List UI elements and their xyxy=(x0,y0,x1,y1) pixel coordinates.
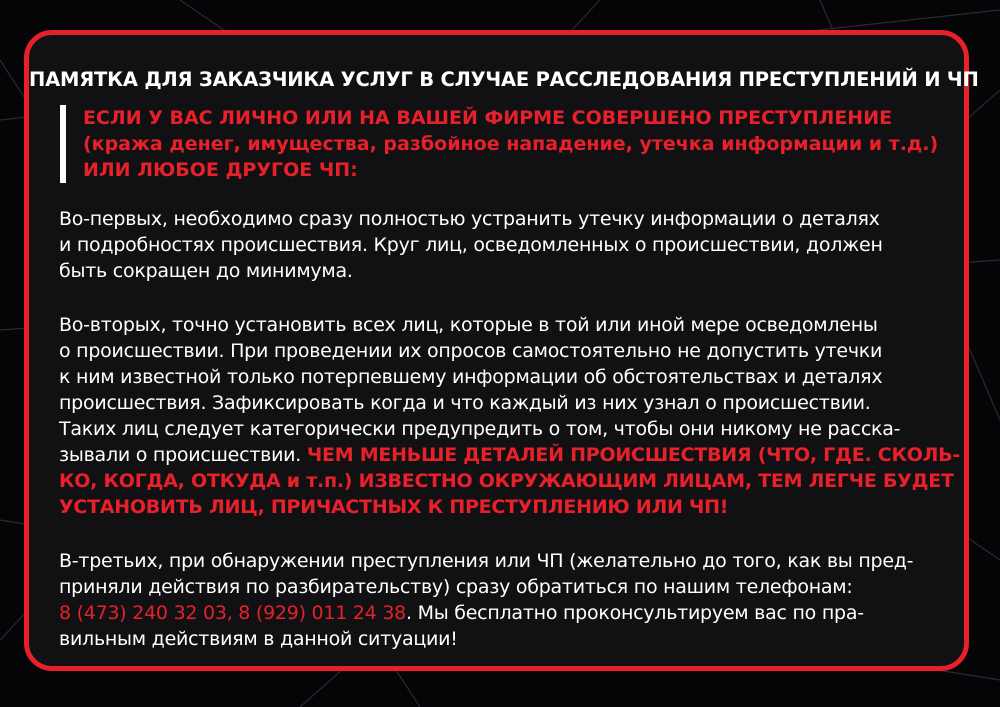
text-line: вильным действиям в данной ситуации! xyxy=(59,628,458,650)
warning-text: ЧЕМ МЕНЬШЕ ДЕТАЛЕЙ ПРОИСШЕСТВИЯ (ЧТО, ГДЕ. СКОЛЬ- xyxy=(306,444,961,466)
paragraph-second xyxy=(59,312,964,520)
paragraph-third xyxy=(59,548,964,652)
callout-line-1: ЕСЛИ У ВАС ЛИЧНО ИЛИ НА ВАШЕЙ ФИРМЕ СОВЕРШЕНО ПРЕСТУПЛЕНИЕ xyxy=(83,107,893,129)
text-line: происшествия. Зафиксировать когда и что каждый из них узнал о происшествии. xyxy=(59,392,871,414)
text-line xyxy=(59,600,964,626)
warning-text: УСТАНОВИТЬ ЛИЦ, ПРИЧАСТНЫХ К ПРЕСТУПЛЕНИЮ ИЛИ ЧП! xyxy=(59,496,729,518)
text-line: Таких лиц следует категорически предупредить о том, чтобы они никому не расска- xyxy=(59,418,901,440)
callout-line-3: ИЛИ ЛЮБОЕ ДРУГОЕ ЧП: xyxy=(83,159,358,181)
text-line xyxy=(59,442,964,468)
callout-line-2: (кража денег, имущества, разбойное нападение, утечка информации и т.д.) xyxy=(83,133,939,155)
text-line: быть сокращен до минимума. xyxy=(59,260,353,282)
text-plain: . Мы бесплатно проконсультируем вас по пра- xyxy=(406,602,864,624)
text-line: о происшествии. При проведении их опросов самостоятельно не допустить утечки xyxy=(59,340,883,362)
paragraph-first xyxy=(59,206,964,284)
warning-text: КО, КОГДА, ОТКУДА и т.п.) ИЗВЕСТНО ОКРУЖАЮЩИМ ЛИЦАМ, ТЕМ ЛЕГЧЕ БУДЕТ xyxy=(59,470,954,492)
memo-card xyxy=(24,30,979,671)
page-title: ПАМЯТКА ДЛЯ ЗАКАЗЧИКА УСЛУГ В СЛУЧАЕ РАССЛЕДОВАНИЯ ПРЕСТУПЛЕНИЙ И ЧП xyxy=(29,68,979,91)
crime-callout xyxy=(60,105,938,183)
phone-numbers[interactable]: 8 (473) 240 32 03, 8 (929) 011 24 38 xyxy=(59,602,406,624)
text-line: к ним известной только потерпевшему информации об обстоятельствах и деталях xyxy=(59,366,883,388)
text-line: В-третьих, при обнаружении преступления или ЧП (желательно до того, как вы пред- xyxy=(59,550,914,572)
text-line: приняли действия по разбирательству) сразу обратиться по нашим телефонам: xyxy=(59,576,853,598)
text-line: Во-вторых, точно установить всех лиц, которые в той или иной мере осведомлены xyxy=(59,314,878,336)
text-plain: зывали о происшествии. xyxy=(59,444,307,466)
text-line: и подробностях происшествия. Круг лиц, осведомленных о происшествии, должен xyxy=(59,234,883,256)
text-line: Во-первых, необходимо сразу полностью устранить утечку информации о деталях xyxy=(59,208,880,230)
